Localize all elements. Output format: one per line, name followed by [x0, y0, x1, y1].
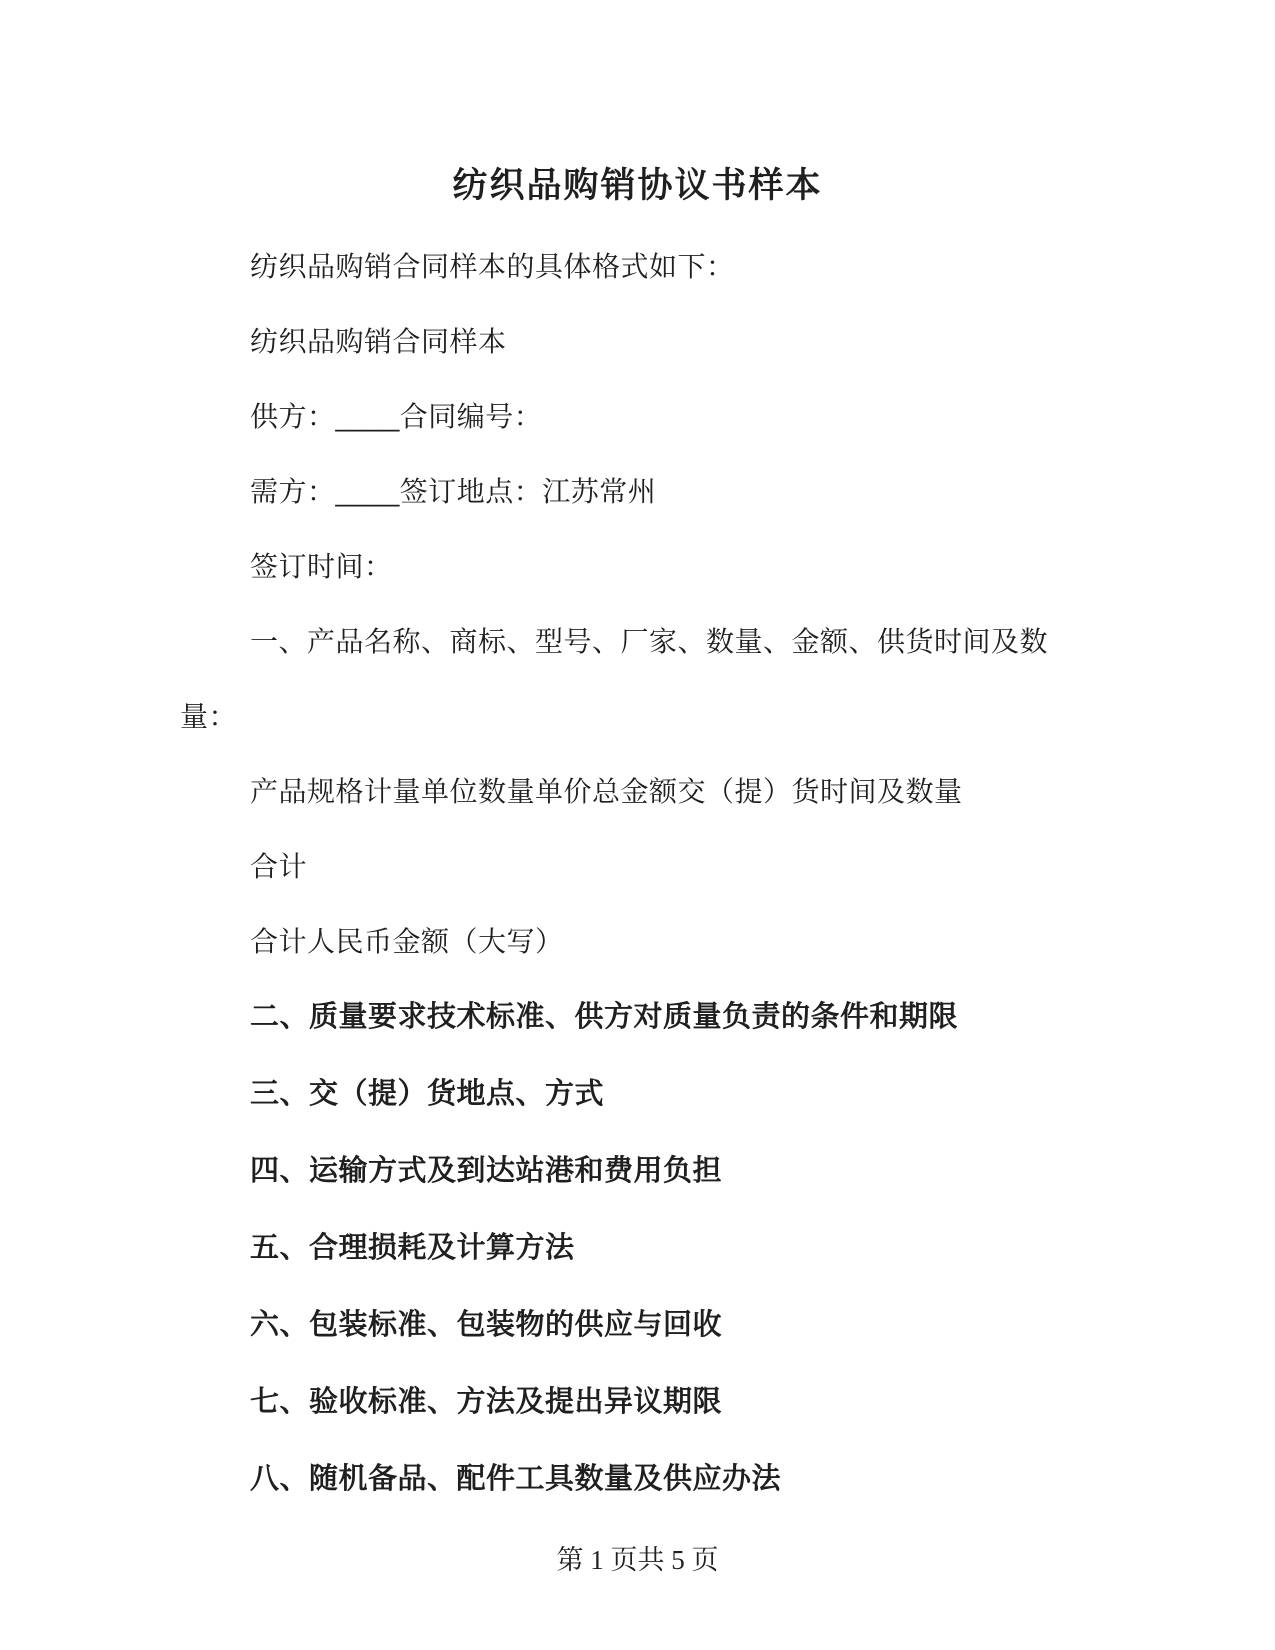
total-label: 合计	[250, 851, 308, 882]
clause-5-heading: 五、合理损耗及计算方法	[250, 1232, 575, 1264]
field-supplier-and-contract-no: 供方：____合同编号：	[250, 401, 543, 432]
clause-8-heading: 八、随机备品、配件工具数量及供应办法	[250, 1463, 782, 1495]
field-signing-time: 签订时间：	[250, 551, 393, 582]
clause-4-heading: 四、运输方式及到达站港和费用负担	[250, 1155, 723, 1187]
table-header-text: 产品规格计量单位数量单价总金额交（提）货时间及数量	[250, 776, 963, 807]
page-number-footer: 第 1 页共 5 页	[556, 1545, 719, 1575]
document-title: 纺织品购销协议书样本	[452, 166, 823, 205]
paragraph-subtitle: 纺织品购销合同样本	[250, 326, 507, 357]
clause-7-heading: 七、验收标准、方法及提出异议期限	[250, 1386, 723, 1418]
total-amount-in-words-label: 合计人民币金额（大写）	[250, 926, 564, 957]
clause-6-heading: 六、包装标准、包装物的供应与回收	[250, 1309, 723, 1341]
clause-1-line-1: 一、产品名称、商标、型号、厂家、数量、金额、供货时间及数	[250, 626, 1049, 657]
field-buyer-and-signing-place: 需方：____签订地点：江苏常州	[250, 476, 657, 507]
clause-3-heading: 三、交（提）货地点、方式	[250, 1078, 605, 1110]
clause-2-heading: 二、质量要求技术标准、供方对质量负责的条件和期限	[250, 1001, 959, 1033]
paragraph-intro: 纺织品购销合同样本的具体格式如下：	[250, 251, 735, 282]
clause-1-line-2: 量：	[180, 701, 238, 732]
